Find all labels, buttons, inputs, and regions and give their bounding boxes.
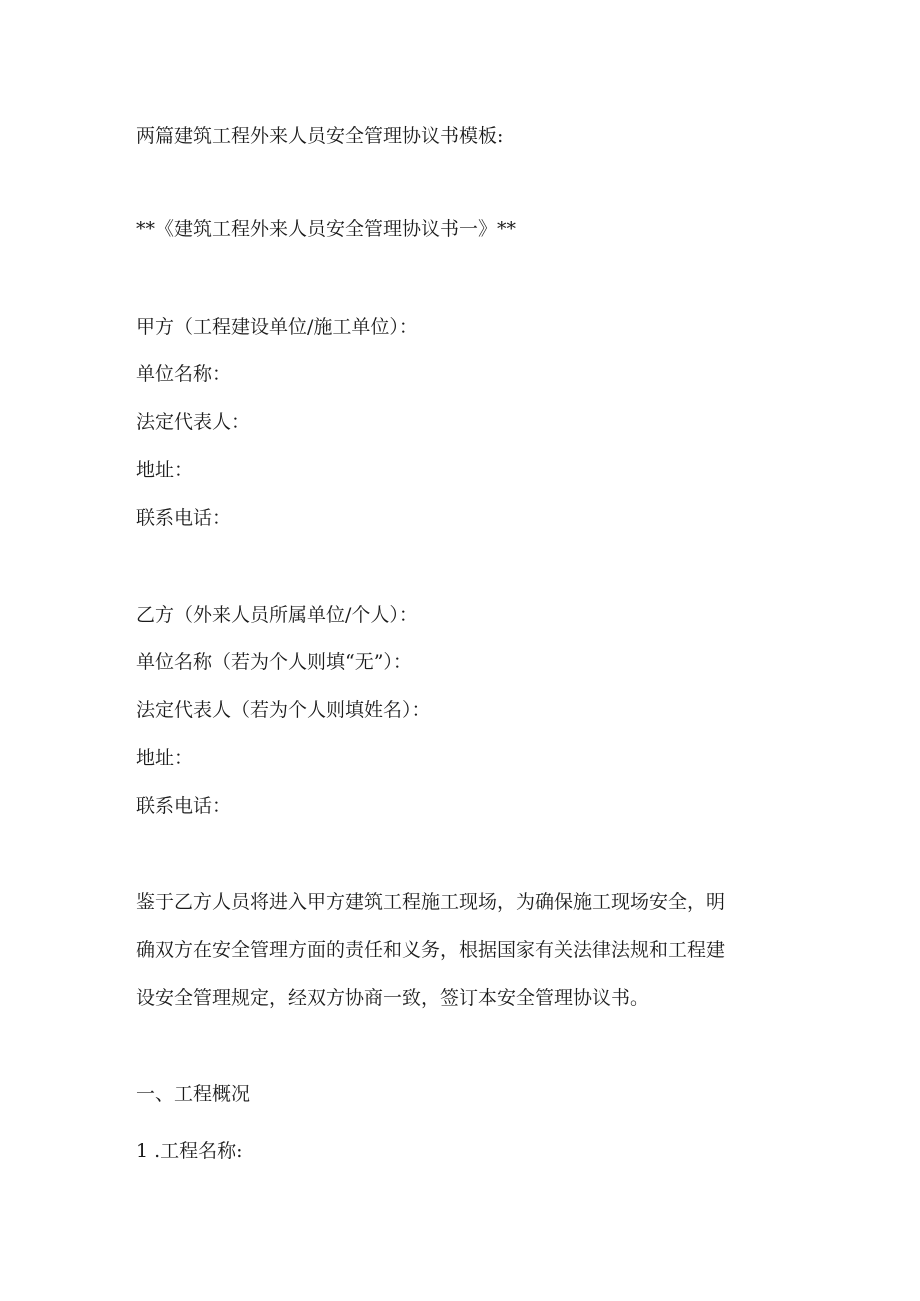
party-a-phone: 联系电话： (136, 507, 232, 529)
party-b-phone: 联系电话： (136, 795, 232, 817)
party-a-legal-rep: 法定代表人： (136, 411, 251, 433)
document-title: 两篇建筑工程外来人员安全管理协议书模板: (136, 125, 504, 147)
party-b-unit-name: 单位名称（若为个人则填“无”）： (136, 651, 412, 673)
party-b-legal-rep: 法定代表人（若为个人则填姓名）： (136, 699, 431, 721)
preamble-line-1: 鉴于乙方人员将进入甲方建筑工程施工现场，为确保施工现场安全，明 (136, 891, 726, 913)
party-b-heading: 乙方（外来人员所属单位/个人）： (136, 604, 418, 626)
section-1-item-1: 1 .工程名称: (136, 1140, 243, 1162)
party-b-address: 地址： (136, 747, 194, 769)
agreement-title: **《建筑工程外来人员安全管理协议书一》** (136, 218, 517, 240)
party-a-unit-name: 单位名称： (136, 363, 232, 385)
preamble-line-3: 设安全管理规定，经双方协商一致，签订本安全管理协议书。 (136, 987, 650, 1009)
preamble-line-2: 确双方在安全管理方面的责任和义务，根据国家有关法律法规和工程建 (136, 939, 726, 961)
party-a-address: 地址： (136, 459, 194, 481)
section-1-heading: 一、工程概况 (136, 1083, 251, 1105)
party-a-heading: 甲方（工程建设单位/施工单位）： (136, 316, 418, 338)
